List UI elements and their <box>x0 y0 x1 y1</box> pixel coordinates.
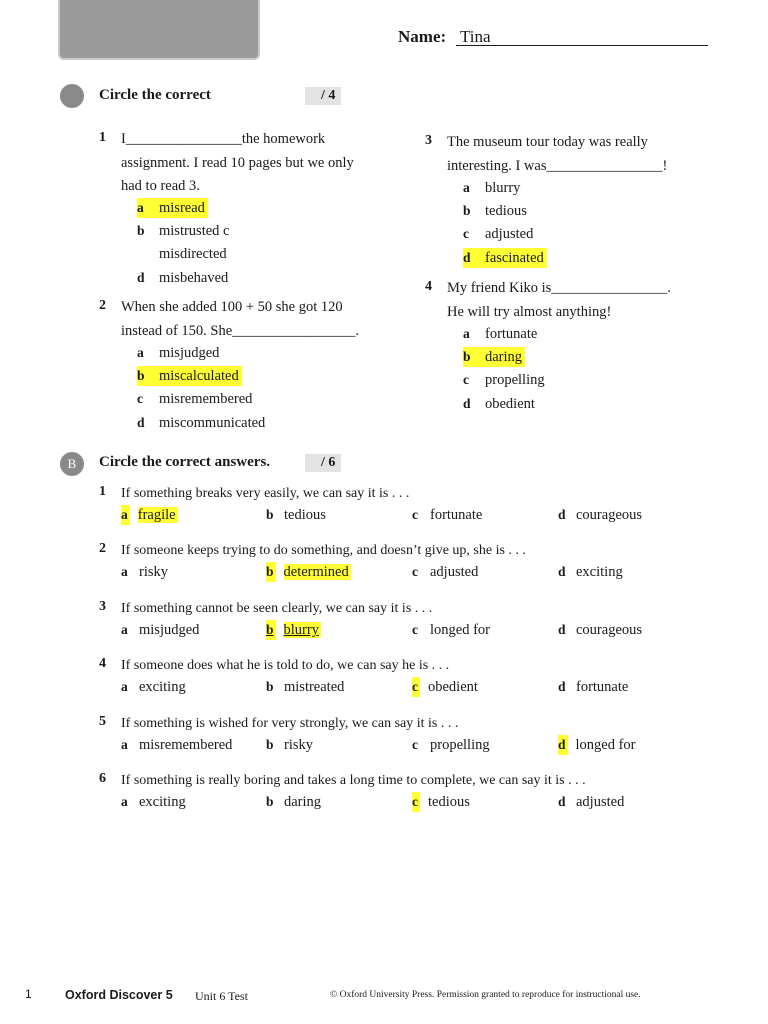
question-number: 2 <box>99 298 106 313</box>
answer-option[interactable] <box>463 347 525 367</box>
question-number: 6 <box>99 771 106 786</box>
option-letter: a <box>463 180 470 195</box>
question-text: If something breaks very easily, we can say it is . . . <box>121 486 410 501</box>
option-text: misbehaved <box>159 269 229 286</box>
answer-option[interactable] <box>463 324 540 344</box>
option-letter: c <box>412 677 420 697</box>
option-text: miscalculated <box>159 368 239 385</box>
option-text: tedious <box>485 203 527 220</box>
option-letter: b <box>266 507 274 522</box>
question-text-line: My friend Kiko is________________. <box>447 280 671 296</box>
option-text: tedious <box>428 794 470 810</box>
option-letter: a <box>121 564 128 580</box>
answer-option[interactable] <box>266 620 321 640</box>
question-number: 3 <box>425 133 432 148</box>
question-number: 5 <box>99 713 106 729</box>
option-text: courageous <box>576 507 643 523</box>
option-letter: a <box>121 505 130 525</box>
answer-option[interactable] <box>463 394 538 414</box>
option-letter: c <box>463 372 469 388</box>
option-letter: c <box>463 226 469 242</box>
question-number: 1 <box>99 484 106 499</box>
answer-option[interactable] <box>266 792 321 812</box>
option-text: adjusted <box>430 564 479 581</box>
answer-option[interactable] <box>463 248 547 268</box>
option-text: exciting <box>139 679 186 696</box>
option-letter: c <box>412 621 418 637</box>
option-text: propelling <box>485 372 545 389</box>
option-text: longed for <box>430 621 490 638</box>
option-text: obedient <box>485 395 535 412</box>
option-text: propelling <box>430 736 490 753</box>
option-text: fortunate <box>576 679 629 696</box>
question-number: 1 <box>99 130 106 145</box>
option-text: misremembered <box>139 736 233 753</box>
answer-option[interactable] <box>266 677 344 697</box>
option-text: misdirected <box>159 246 227 263</box>
question-text-line: When she added 100 + 50 she got 120 <box>121 299 343 315</box>
answer-option[interactable] <box>137 389 255 409</box>
option-letter: c <box>137 391 143 407</box>
option-text: miscommunicated <box>159 414 266 431</box>
option-letter: d <box>558 679 566 695</box>
header-tab-box <box>58 0 260 60</box>
question-text: If someone does what he is told to do, we can say he is . . . <box>121 658 450 674</box>
section-b-marker: B <box>60 452 84 476</box>
answer-option[interactable] <box>463 224 536 244</box>
option-letter: b <box>266 620 276 640</box>
option-text: obedient <box>428 679 478 696</box>
footer-brand: Oxford Discover 5 <box>65 988 173 1002</box>
option-letter: d <box>463 249 471 265</box>
question-number: 3 <box>99 598 106 614</box>
option-text: blurry <box>485 180 521 196</box>
option-letter: a <box>463 326 470 341</box>
option-letter: a <box>121 794 128 809</box>
answer-option[interactable] <box>412 735 490 755</box>
option-letter: d <box>463 395 471 411</box>
option-letter: a <box>121 736 128 752</box>
question-text-line: I________________the homework <box>121 131 326 147</box>
option-text: daring <box>485 349 523 366</box>
option-text: daring <box>284 794 322 810</box>
name-field[interactable]: Tina <box>456 27 708 46</box>
answer-option[interactable] <box>137 268 231 288</box>
option-letter: d <box>137 414 145 430</box>
question-text: If something is really boring and takes a long time to complete, we can say it is . . . <box>121 773 586 788</box>
answer-option[interactable] <box>463 201 530 221</box>
option-letter: c <box>412 564 418 580</box>
question-text: If someone keeps trying to do something, and doesn’t give up, she is . . . <box>121 543 526 559</box>
answer-option[interactable] <box>266 562 351 582</box>
option-text: determined <box>283 564 349 581</box>
answer-option[interactable] <box>558 620 642 640</box>
option-text: adjusted <box>576 794 625 810</box>
question-text-line: instead of 150. She_________________. <box>121 322 360 339</box>
answer-option[interactable] <box>121 505 178 525</box>
answer-option[interactable] <box>412 505 482 525</box>
answer-option[interactable] <box>137 343 222 363</box>
question-text-line: He will try almost anything! <box>447 303 612 320</box>
option-text: misjudged <box>159 345 220 361</box>
answer-option[interactable] <box>121 677 186 697</box>
option-letter: c <box>412 792 420 812</box>
answer-option[interactable] <box>137 413 268 433</box>
option-text: fragile <box>137 507 176 523</box>
question-text-line: had to read 3. <box>121 178 200 194</box>
option-letter: b <box>266 736 274 752</box>
option-letter: a <box>121 679 128 695</box>
option-letter: b <box>266 562 276 582</box>
answer-option[interactable] <box>121 735 232 755</box>
option-letter: b <box>137 368 145 384</box>
option-text: mistrusted c <box>159 223 230 240</box>
answer-option[interactable] <box>412 677 478 697</box>
answer-option[interactable] <box>463 178 523 198</box>
answer-option[interactable] <box>121 620 199 640</box>
answer-option[interactable] <box>121 792 186 812</box>
answer-option[interactable] <box>558 562 623 582</box>
answer-option[interactable] <box>266 735 313 755</box>
option-letter: c <box>412 736 418 752</box>
answer-option[interactable] <box>121 562 168 582</box>
option-letter: d <box>558 794 566 809</box>
section-a-marker <box>60 84 84 108</box>
answer-option[interactable] <box>463 370 548 390</box>
option-text: risky <box>139 564 168 581</box>
section-b-score: / 6 <box>305 454 341 472</box>
option-letter: a <box>121 621 128 637</box>
option-text: exciting <box>139 794 186 810</box>
answer-option[interactable] <box>558 505 642 525</box>
section-b-title: Circle the correct answers. <box>99 454 271 470</box>
option-text: misread <box>159 200 205 216</box>
option-letter: c <box>412 507 418 522</box>
question-text-line: interesting. I was________________! <box>447 157 668 174</box>
name-label: Name: <box>398 27 447 46</box>
option-letter: b <box>266 794 274 809</box>
option-letter: d <box>558 621 566 637</box>
section-a-score: / 4 <box>305 87 341 105</box>
option-text: courageous <box>576 621 643 638</box>
answer-option[interactable] <box>558 677 628 697</box>
option-letter: a <box>137 200 144 215</box>
option-letter: a <box>137 345 144 360</box>
option-text: fortunate <box>430 507 483 523</box>
answer-option[interactable] <box>137 366 242 386</box>
answer-option[interactable] <box>137 198 208 218</box>
option-letter: d <box>558 507 566 522</box>
answer-option[interactable] <box>137 221 232 241</box>
option-letter: d <box>558 735 568 755</box>
option-text: risky <box>284 736 313 753</box>
option-letter: b <box>266 679 274 695</box>
option-text: blurry <box>283 621 319 638</box>
option-text: exciting <box>576 564 623 581</box>
option-letter: d <box>137 269 145 285</box>
option-letter: b <box>463 349 471 365</box>
footer-unit: Unit 6 Test <box>195 989 248 1003</box>
answer-option[interactable] <box>412 562 478 582</box>
footer-copyright: © Oxford University Press. Permission granted to reproduce for instructional use. <box>330 990 641 1000</box>
option-text: adjusted <box>485 226 534 243</box>
answer-option[interactable] <box>558 792 624 812</box>
option-letter: d <box>558 564 566 580</box>
question-number: 4 <box>99 656 106 672</box>
question-text: If something cannot be seen clearly, we can say it is . . . <box>121 600 433 616</box>
option-text: fascinated <box>485 249 544 266</box>
question-text-line: The museum tour today was really <box>447 134 648 150</box>
option-letter: b <box>137 223 145 239</box>
page-number: 1 <box>25 987 32 1001</box>
option-text: misremembered <box>159 391 253 408</box>
option-letter: b <box>463 203 471 219</box>
section-a-title: Circle the correct <box>99 87 211 103</box>
option-text: fortunate <box>485 326 538 342</box>
question-text: If something is wished for very strongly, we can say it is . . . <box>121 715 459 731</box>
question-number: 4 <box>425 279 432 294</box>
question-text-line: assignment. I read 10 pages but we only <box>121 154 354 171</box>
option-text: mistreated <box>284 679 345 696</box>
option-text: tedious <box>284 507 326 523</box>
option-text: misjudged <box>139 621 200 638</box>
answer-option[interactable] <box>137 244 230 264</box>
answer-option[interactable] <box>412 620 490 640</box>
option-text: longed for <box>575 736 636 753</box>
answer-option[interactable] <box>266 505 326 525</box>
answer-option[interactable] <box>558 735 636 755</box>
question-number: 2 <box>99 541 106 557</box>
answer-option[interactable] <box>412 792 470 812</box>
